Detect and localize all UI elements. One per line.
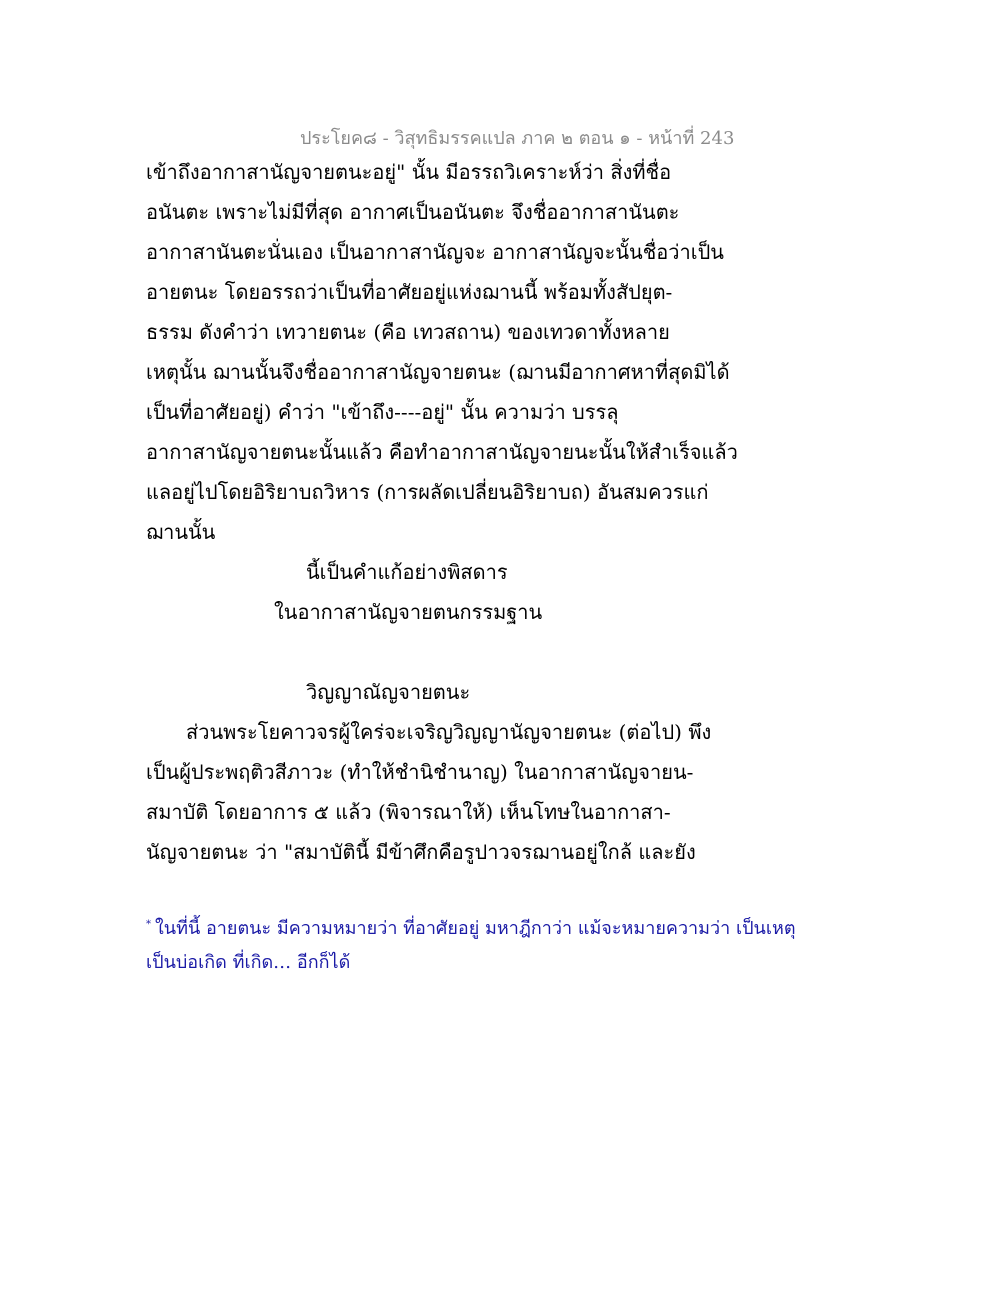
section-heading: วิญญาณัญจายตนะ	[306, 680, 471, 704]
text-line: อากาสานันตะนั่นเอง เป็นอากาสานัญจะ อากาสานัญจะนั้นชื่อว่าเป็น	[146, 240, 724, 264]
text-line: เป็นผู้ประพฤติวสีภาวะ (ทำให้ชำนิชำนาญ) ในอากาสานัญจายน-	[146, 760, 694, 784]
text-line: ส่วนพระโยคาวจรผู้ใคร่จะเจริญวิญญานัญจายตนะ (ต่อไป) พึง	[186, 720, 712, 744]
text-line: ธรรม ดังคำว่า เทวายตนะ (คือ เทวสถาน) ของเทวดาทั้งหลาย	[146, 320, 670, 344]
footnote-text: ในที่นี้ อายตนะ มีความหมายว่า ที่อาศัยอยู่ มหาฎีกาว่า แม้จะหมายความว่า เป็นเหตุ	[155, 918, 796, 939]
footnote-marker: *	[146, 919, 151, 930]
text-line: นัญจายตนะ ว่า "สมาบัตินี้ มีข้าศึกคือรูปาวจรฌานอยู่ใกล้ และยัง	[146, 840, 696, 864]
text-line: ฌานนั้น	[146, 520, 216, 544]
text-line: แลอยู่ไปโดยอิริยาบถวิหาร (การผลัดเปลี่ยนอิริยาบถ) อันสมควรแก่	[146, 480, 709, 504]
page-header: ประโยค๘ - วิสุทธิมรรคแปล ภาค ๒ ตอน ๑ - หน้าที่ 243	[300, 128, 735, 149]
text-line: อายตนะ โดยอรรถว่าเป็นที่อาศัยอยู่แห่งฌานนี้ พร้อมทั้งสัปยุต-	[146, 280, 673, 304]
closing-heading-line: ในอากาสานัญจายตนกรรมฐาน	[274, 600, 543, 624]
closing-heading-line: นี้เป็นคำแก้อย่างพิสดาร	[306, 560, 508, 584]
text-line: เหตุนั้น ฌานนั้นจึงชื่ออากาสานัญจายตนะ (ฌานมีอากาศหาที่สุดมิได้	[146, 360, 730, 384]
text-line: สมาบัติ โดยอาการ ๕ แล้ว (พิจารณาให้) เห็นโทษในอากาสา-	[146, 800, 671, 824]
footnote-line: เป็นบ่อเกิด ที่เกิด… อีกก็ได้	[146, 952, 351, 973]
text-line: เป็นที่อาศัยอยู่) คำว่า "เข้าถึง----อยู่" นั้น ความว่า บรรลุ	[146, 400, 619, 424]
text-line: อนันตะ เพราะไม่มีที่สุด อากาศเป็นอนันตะ จึงชื่ออากาสานันตะ	[146, 200, 680, 224]
text-line: อากาสานัญจายตนะนั้นแล้ว คือทำอากาสานัญจายนะนั้นให้สำเร็จแล้ว	[146, 440, 738, 464]
footnote-line	[146, 912, 796, 942]
text-line: เข้าถึงอากาสานัญจายตนะอยู่" นั้น มีอรรถวิเคราะห์ว่า สิ่งที่ชื่อ	[146, 160, 672, 184]
